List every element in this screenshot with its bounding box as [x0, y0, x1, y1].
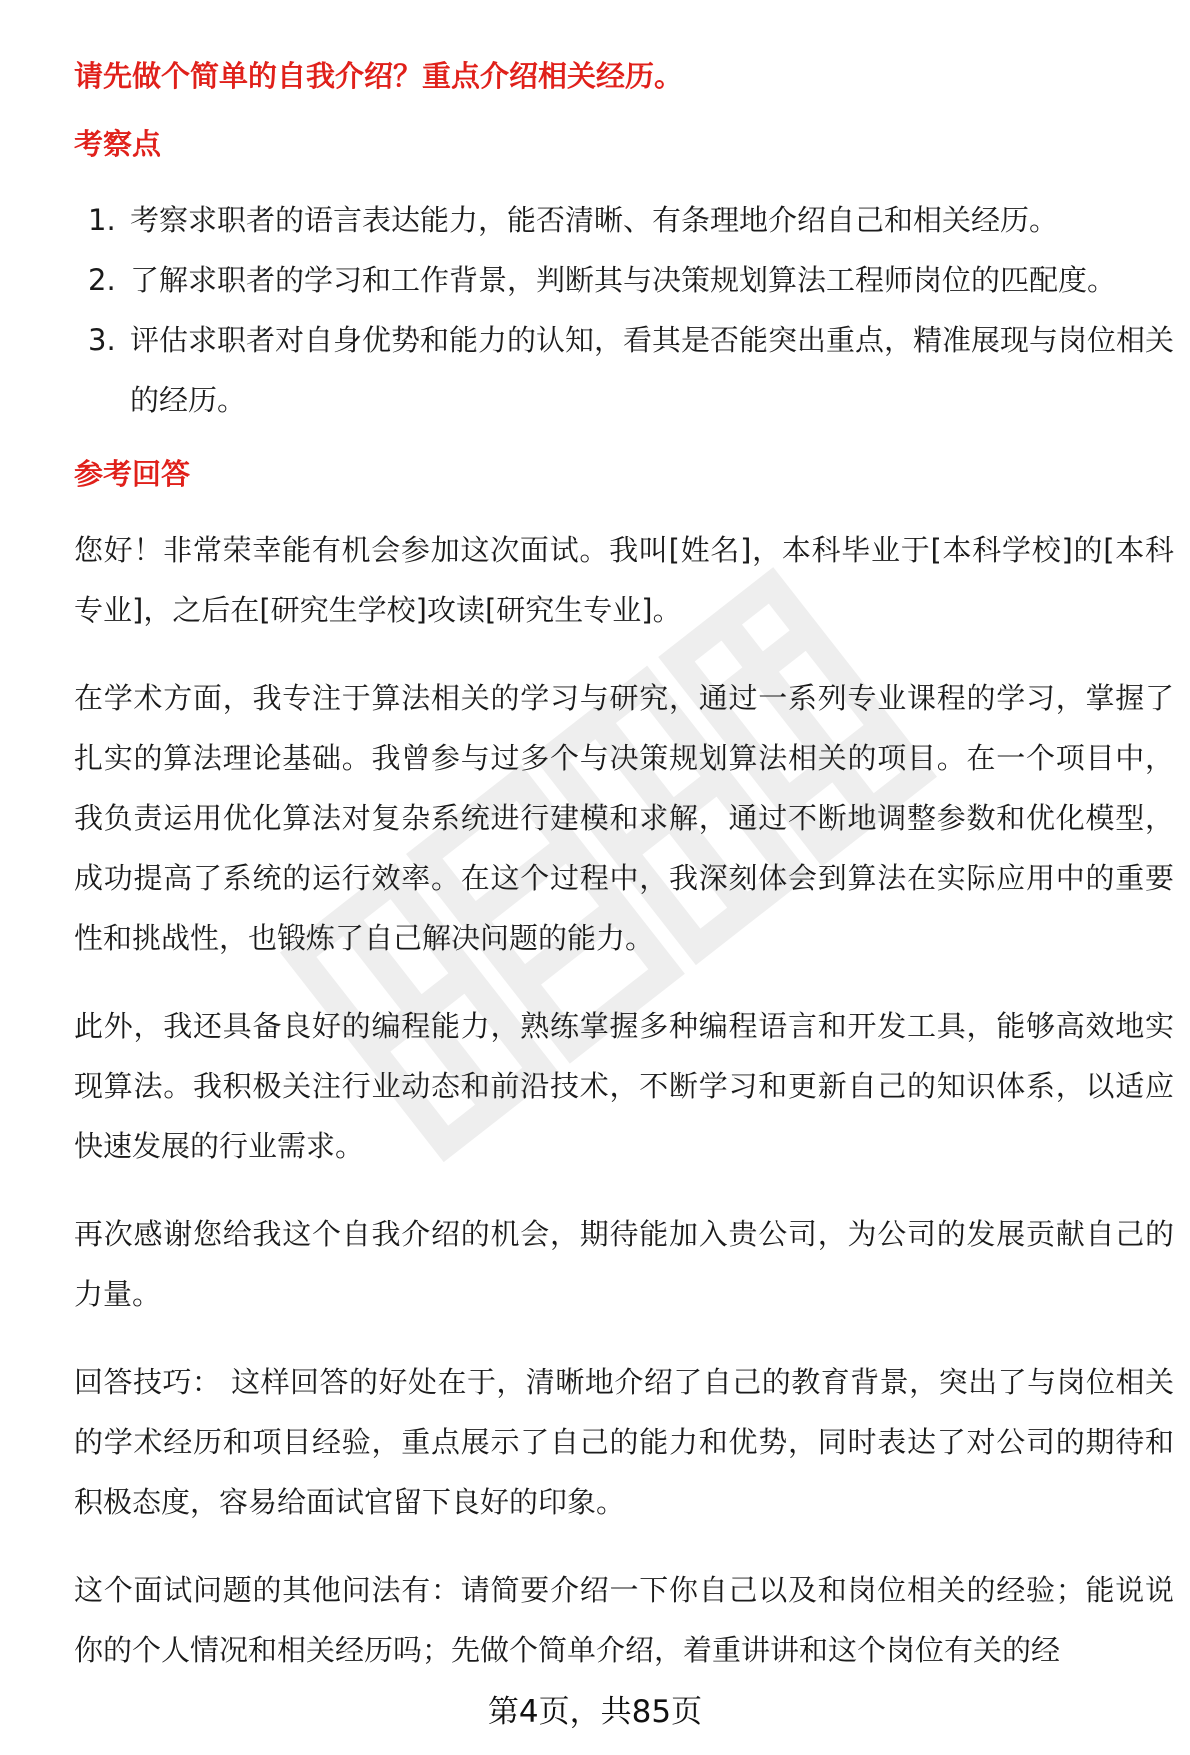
question-title: 请先做个简单的自我介绍？重点介绍相关经历。 [74, 59, 684, 93]
answer-paragraph: 此外，我还具备良好的编程能力，熟练掌握多种编程语言和开发工具，能够高效地实现算法。我积极关注行业动态和前沿技术，不断学习和更新自己的知识体系，以适应快速发展的行业需求。 [74, 1009, 1174, 1163]
list-item-number: 3. [88, 323, 116, 357]
list-item [74, 250, 1174, 310]
list-item-number: 1. [88, 203, 116, 237]
list-item-number: 2. [88, 263, 116, 297]
page-number-footer: 第4页，共85页 [487, 1694, 703, 1730]
answer-paragraph: 您好！非常荣幸能有机会参加这次面试。我叫[姓名]，本科毕业于[本科学校]的[本科专业]，之后在[研究生学校]攻读[研究生专业]。 [74, 533, 1174, 627]
list-item-text: 评估求职者对自身优势和能力的认知，看其是否能突出重点，精准展现与岗位相关的经历。 [130, 323, 1175, 417]
list-item [74, 190, 1174, 250]
alternate-questions-paragraph: 这个面试问题的其他问法有：请简要介绍一下你自己以及和岗位相关的经验；能说说你的个人情况和相关经历吗；先做个简单介绍，着重讲讲和这个岗位有关的经 [74, 1573, 1174, 1667]
list-item-text: 考察求职者的语言表达能力，能否清晰、有条理地介绍自己和相关经历。 [130, 203, 1059, 237]
answer-tips-paragraph: 回答技巧： 这样回答的好处在于，清晰地介绍了自己的教育背景，突出了与岗位相关的学术经历和项目经验，重点展示了自己的能力和优势，同时表达了对公司的期待和积极态度，容易给面试官留下良好的印象。 [74, 1365, 1174, 1519]
answer-heading: 参考回答 [74, 457, 191, 491]
page-content [74, 46, 1174, 1708]
list-item [74, 310, 1174, 430]
examine-points-list [74, 190, 1174, 430]
answer-paragraph: 再次感谢您给我这个自我介绍的机会，期待能加入贵公司，为公司的发展贡献自己的力量。 [74, 1217, 1174, 1311]
examine-heading: 考察点 [74, 127, 162, 161]
answer-paragraph: 在学术方面，我专注于算法相关的学习与研究，通过一系列专业课程的学习，掌握了扎实的算法理论基础。我曾参与过多个与决策规划算法相关的项目。在一个项目中，我负责运用优化算法对复杂系统进行建模和求解，通过不断地调整参数和优化模型，成功提高了系统的运行效率。在这个过程中，我深刻体会到算法在实际应用中的重要性和挑战性，也锻炼了自己解决问题的能力。 [74, 681, 1174, 955]
list-item-text: 了解求职者的学习和工作背景，判断其与决策规划算法工程师岗位的匹配度。 [130, 263, 1117, 297]
